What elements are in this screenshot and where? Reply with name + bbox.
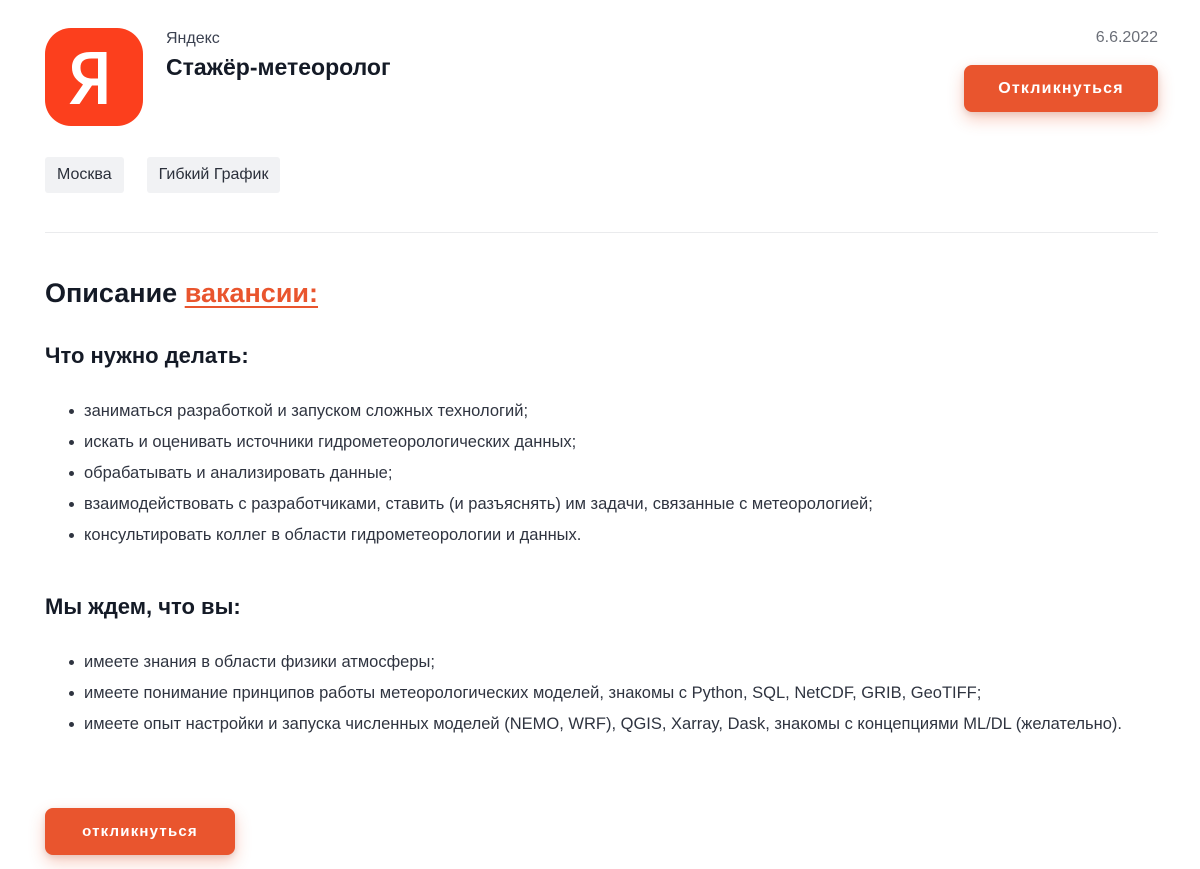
responsibilities-title: Что нужно делать:	[45, 343, 249, 368]
respond-button[interactable]: Откликнуться	[964, 65, 1158, 112]
list-item: заниматься разработкой и запуском сложных технологий;	[84, 396, 1155, 427]
requirements-title: Мы ждем, что вы:	[45, 594, 241, 619]
description-heading	[45, 278, 318, 309]
list-item: имеете опыт настройки и запуска численных моделей (NEMO, WRF), QGIS, Xarray, Dask, знакомы с концепциями ML/DL (желательно).	[84, 709, 1155, 740]
list-item: обрабатывать и анализировать данные;	[84, 458, 1155, 489]
vacancy-link[interactable]: вакансии:	[184, 278, 319, 308]
responsibilities-list	[45, 396, 1155, 551]
list-item: искать и оценивать источники гидрометеорологических данных;	[84, 427, 1155, 458]
respond-button-bottom[interactable]: откликнуться	[45, 808, 235, 855]
yandex-logo	[45, 28, 143, 126]
yandex-letter-icon	[45, 28, 143, 126]
divider	[45, 232, 1158, 233]
publish-date: 6.6.2022	[1095, 29, 1158, 46]
description-heading-text: Описание	[45, 278, 185, 308]
company-name: Яндекс	[166, 30, 220, 47]
list-item: имеете понимание принципов работы метеорологических моделей, знакомы с Python, SQL, NetCDF, GRIB, GeoTIFF;	[84, 678, 1155, 709]
list-item: взаимодействовать с разработчиками, ставить (и разъяснять) им задачи, связанные с метеорологией;	[84, 489, 1155, 520]
job-title: Стажёр-метеоролог	[166, 54, 391, 80]
vacancy-tags	[45, 157, 280, 193]
list-item: имеете знания в области физики атмосферы;	[84, 647, 1155, 678]
list-item: консультировать коллег в области гидрометеорологии и данных.	[84, 520, 1155, 551]
requirements-list	[45, 647, 1155, 740]
tag-schedule[interactable]: Гибкий График	[147, 157, 281, 193]
tag-location[interactable]: Москва	[45, 157, 124, 193]
